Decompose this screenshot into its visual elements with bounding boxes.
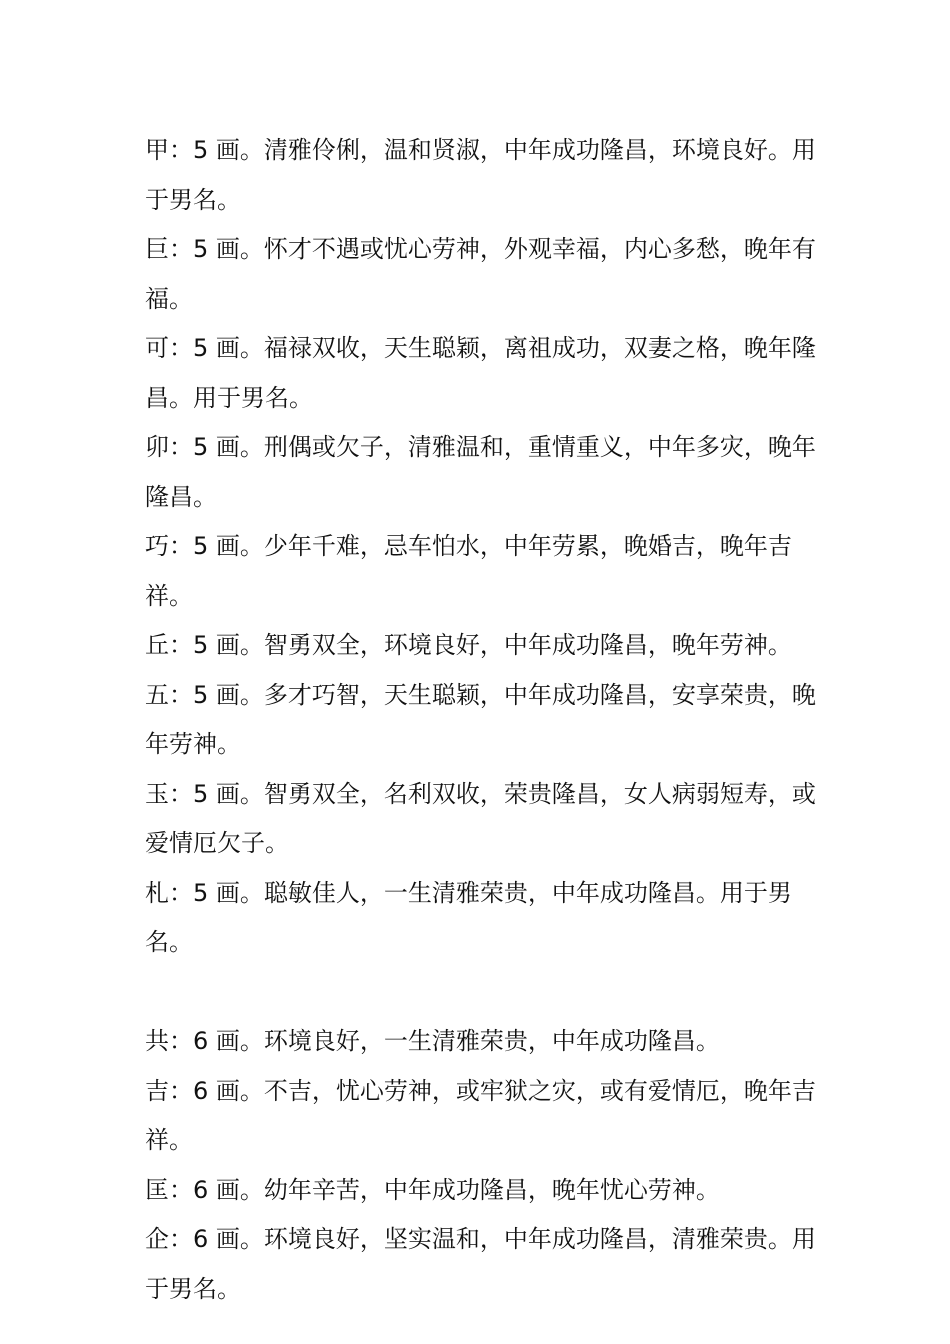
section-6-strokes xyxy=(145,1017,825,1314)
entry-qi: 企：6 画。环境良好，坚实温和，中年成功隆昌，清雅荣贵。用于男名。 xyxy=(145,1225,816,1303)
entry-qiu: 丘：5 画。智勇双全，环境良好，中年成功隆昌，晚年劳神。 xyxy=(145,631,792,659)
entry-kuang: 匡：6 画。幼年辛苦，中年成功隆昌，晚年忧心劳神。 xyxy=(145,1175,720,1204)
entry-ji: 吉：6 画。不吉，忧心劳神，或牢狱之灾，或有爱情厄，晚年吉祥。 xyxy=(145,1076,816,1154)
entry-ju: 巨：5 画。怀才不遇或忧心劳神，外观幸福，内心多愁，晚年有福。 xyxy=(145,235,816,313)
entry-jia: 甲：5 画。清雅伶俐，温和贤淑，中年成功隆昌，环境良好。用于男名。 xyxy=(145,136,816,214)
entry-yu: 玉：5 画。智勇双全，名利双收，荣贵隆昌，女人病弱短寿，或爱情厄欠子。 xyxy=(145,779,816,857)
entry-zha: 札：5 画。聪敏佳人，一生清雅荣贵，中年成功隆昌。用于男名。 xyxy=(145,878,792,956)
section-5-strokes xyxy=(145,126,825,968)
entry-wu: 五：5 画。多才巧智，天生聪颖，中年成功隆昌，安享荣贵，晚年劳神。 xyxy=(145,680,816,758)
entry-gong: 共：6 画。环境良好，一生清雅荣贵，中年成功隆昌。 xyxy=(145,1027,720,1055)
entry-ke: 可：5 画。福禄双收，天生聪颖，离祖成功，双妻之格，晚年隆昌。用于男名。 xyxy=(145,334,816,412)
section-spacer xyxy=(145,968,825,1018)
document-body xyxy=(145,126,825,1314)
entry-mao: 卯：5 画。刑偶或欠子，清雅温和，重情重义，中年多灾，晚年隆昌。 xyxy=(145,433,816,511)
entry-qiao: 巧：5 画。少年千难，忌车怕水，中年劳累，晚婚吉，晚年吉祥。 xyxy=(145,532,792,610)
